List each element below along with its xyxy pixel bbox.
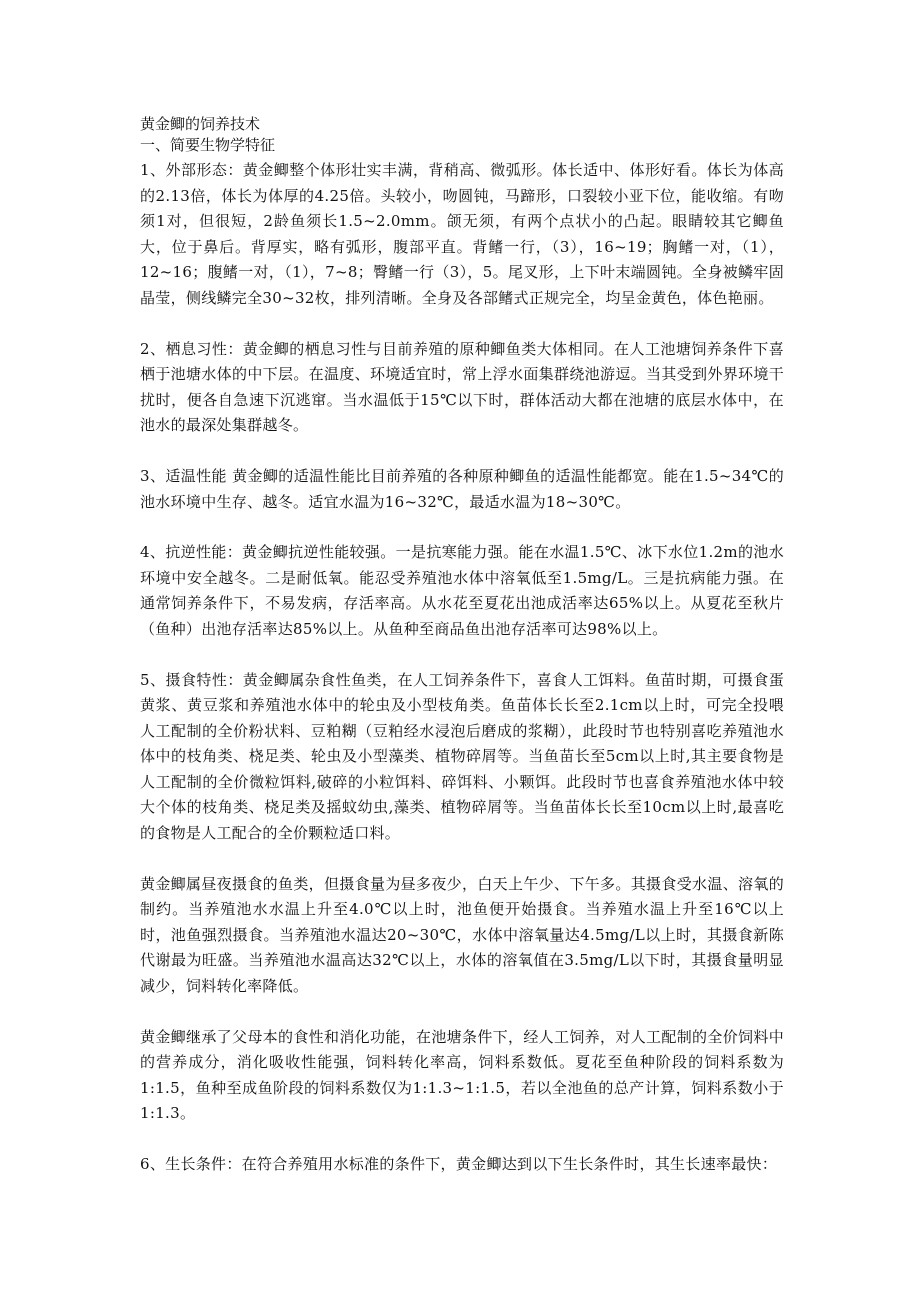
section-heading: 一、简要生物学特征 — [140, 136, 276, 154]
paragraph-feed-conversion: 黄金鲫继承了父母本的食性和消化功能，在池塘条件下，经人工饲养，对人工配制的全价饲料中的营养成分，消化吸收性能强，饲料转化率高，饲料系数低。夏花至鱼种阶段的饲料系数为1:1.5，鱼种至成鱼阶段的饲料系数仅为1:1.3~1:1.5，若以全池鱼的总产计算，饲料系数小于1:1.3。 — [140, 1027, 784, 1123]
paragraph-feeding-characteristics: 5、摄食特性：黄金鲫属杂食性鱼类，在人工饲养条件下，喜食人工饵料。鱼苗时期，可摄食蛋黄浆、黄豆浆和养殖池水体中的轮虫及小型枝角类。鱼苗体长长至2.1cm以上时，可完全投喂人工配制的全价粉状料、豆粕糊（豆粕经水浸泡后磨成的浆糊），此段时节也特别喜吃养殖池水体中的枝角类、桡足类、轮虫及小型藻类、植物碎屑等。当鱼苗长至5cm以上时,其主要食物是人工配制的全价微粒饵料,破碎的小粒饵料、碎饵料、小颗饵。此段时节也喜食养殖池水体中较大个体的枝角类、桡足类及摇蚊幼虫,藻类、植物碎屑等。当鱼苗体长长至10cm以上时,最喜吃的食物是人工配合的全价颗粒适口料。 — [140, 670, 784, 843]
paragraph-growth-conditions: 6、生长条件：在符合养殖用水标准的条件下，黄金鲫达到以下生长条件时，其生长速率最快： — [140, 1155, 778, 1173]
paragraph-feeding-rhythm: 黄金鲫属昼夜摄食的鱼类，但摄食量为昼多夜少，白天上午少、下午多。其摄食受水温、溶氧的制约。当养殖池水水温上升至4.0℃以上时，池鱼便开始摄食。当养殖水温上升至16℃以上时，池鱼强烈摄食。当养殖池水温达20~30℃，水体中溶氧量达4.5mg/L以上时，其摄食新陈代谢最为旺盛。当养殖池水温高达32℃以上，水体的溶氧值在3.5mg/L以下时，其摄食量明显减少，饲料转化率降低。 — [140, 874, 784, 996]
paragraph-stress-resistance: 4、抗逆性能：黄金鲫抗逆性能较强。一是抗寒能力强。能在水温1.5℃、冰下水位1.2m的池水环境中安全越冬。二是耐低氧。能忍受养殖池水体中溶氧低至1.5mg/L。三是抗病能力强。在通常饲养条件下，不易发病，存活率高。从水花至夏花出池成活率达65%以上。从夏花至秋片（鱼种）出池存活率达85%以上。从鱼种至商品鱼出池存活率可达98%以上。 — [140, 543, 784, 638]
paragraph-external-morphology: 1、外部形态：黄金鲫整个体形壮实丰满，背稍高、微弧形。体长适中、体形好看。体长为体高的2.13倍，体长为体厚的4.25倍。头较小，吻圆钝，马蹄形，口裂较小亚下位，能收缩。有吻须1对，但很短，2龄鱼须长1.5~2.0mm。颌无须，有两个点状小的凸起。眼睛较其它鲫鱼大，位于鼻后。背厚实，略有弧形，腹部平直。背鳍一行，（3），16~19；胸鳍一对，（1），12~16；腹鳍一对，（1），7~8；臀鳍一行（3），5。尾叉形，上下叶末端圆钝。全身被鳞牢固晶莹，侧线鳞完全30~32枚，排列清晰。全身及各部鳍式正规完全，均呈金黄色，体色艳丽。 — [140, 161, 784, 307]
document-page — [140, 114, 784, 1178]
paragraph-temperature-tolerance: 3、适温性能 黄金鲫的适温性能比目前养殖的各种原种鲫鱼的适温性能都宽。能在1.5~34℃的池水环境中生存、越冬。适宜水温为16~32℃，最适水温为18~30℃。 — [140, 466, 784, 511]
document-title: 黄金鲫的饲养技术 — [140, 115, 261, 133]
paragraph-habitat: 2、栖息习性：黄金鲫的栖息习性与目前养殖的原种鲫鱼类大体相同。在人工池塘饲养条件下喜栖于池塘水体的中下层。在温度、环境适宜时，常上浮水面集群绕池游逗。当其受到外界环境干扰时，便各自急速下沉逃窜。当水温低于15℃以下时，群体活动大都在池塘的底层水体中，在池水的最深处集群越冬。 — [140, 339, 784, 435]
